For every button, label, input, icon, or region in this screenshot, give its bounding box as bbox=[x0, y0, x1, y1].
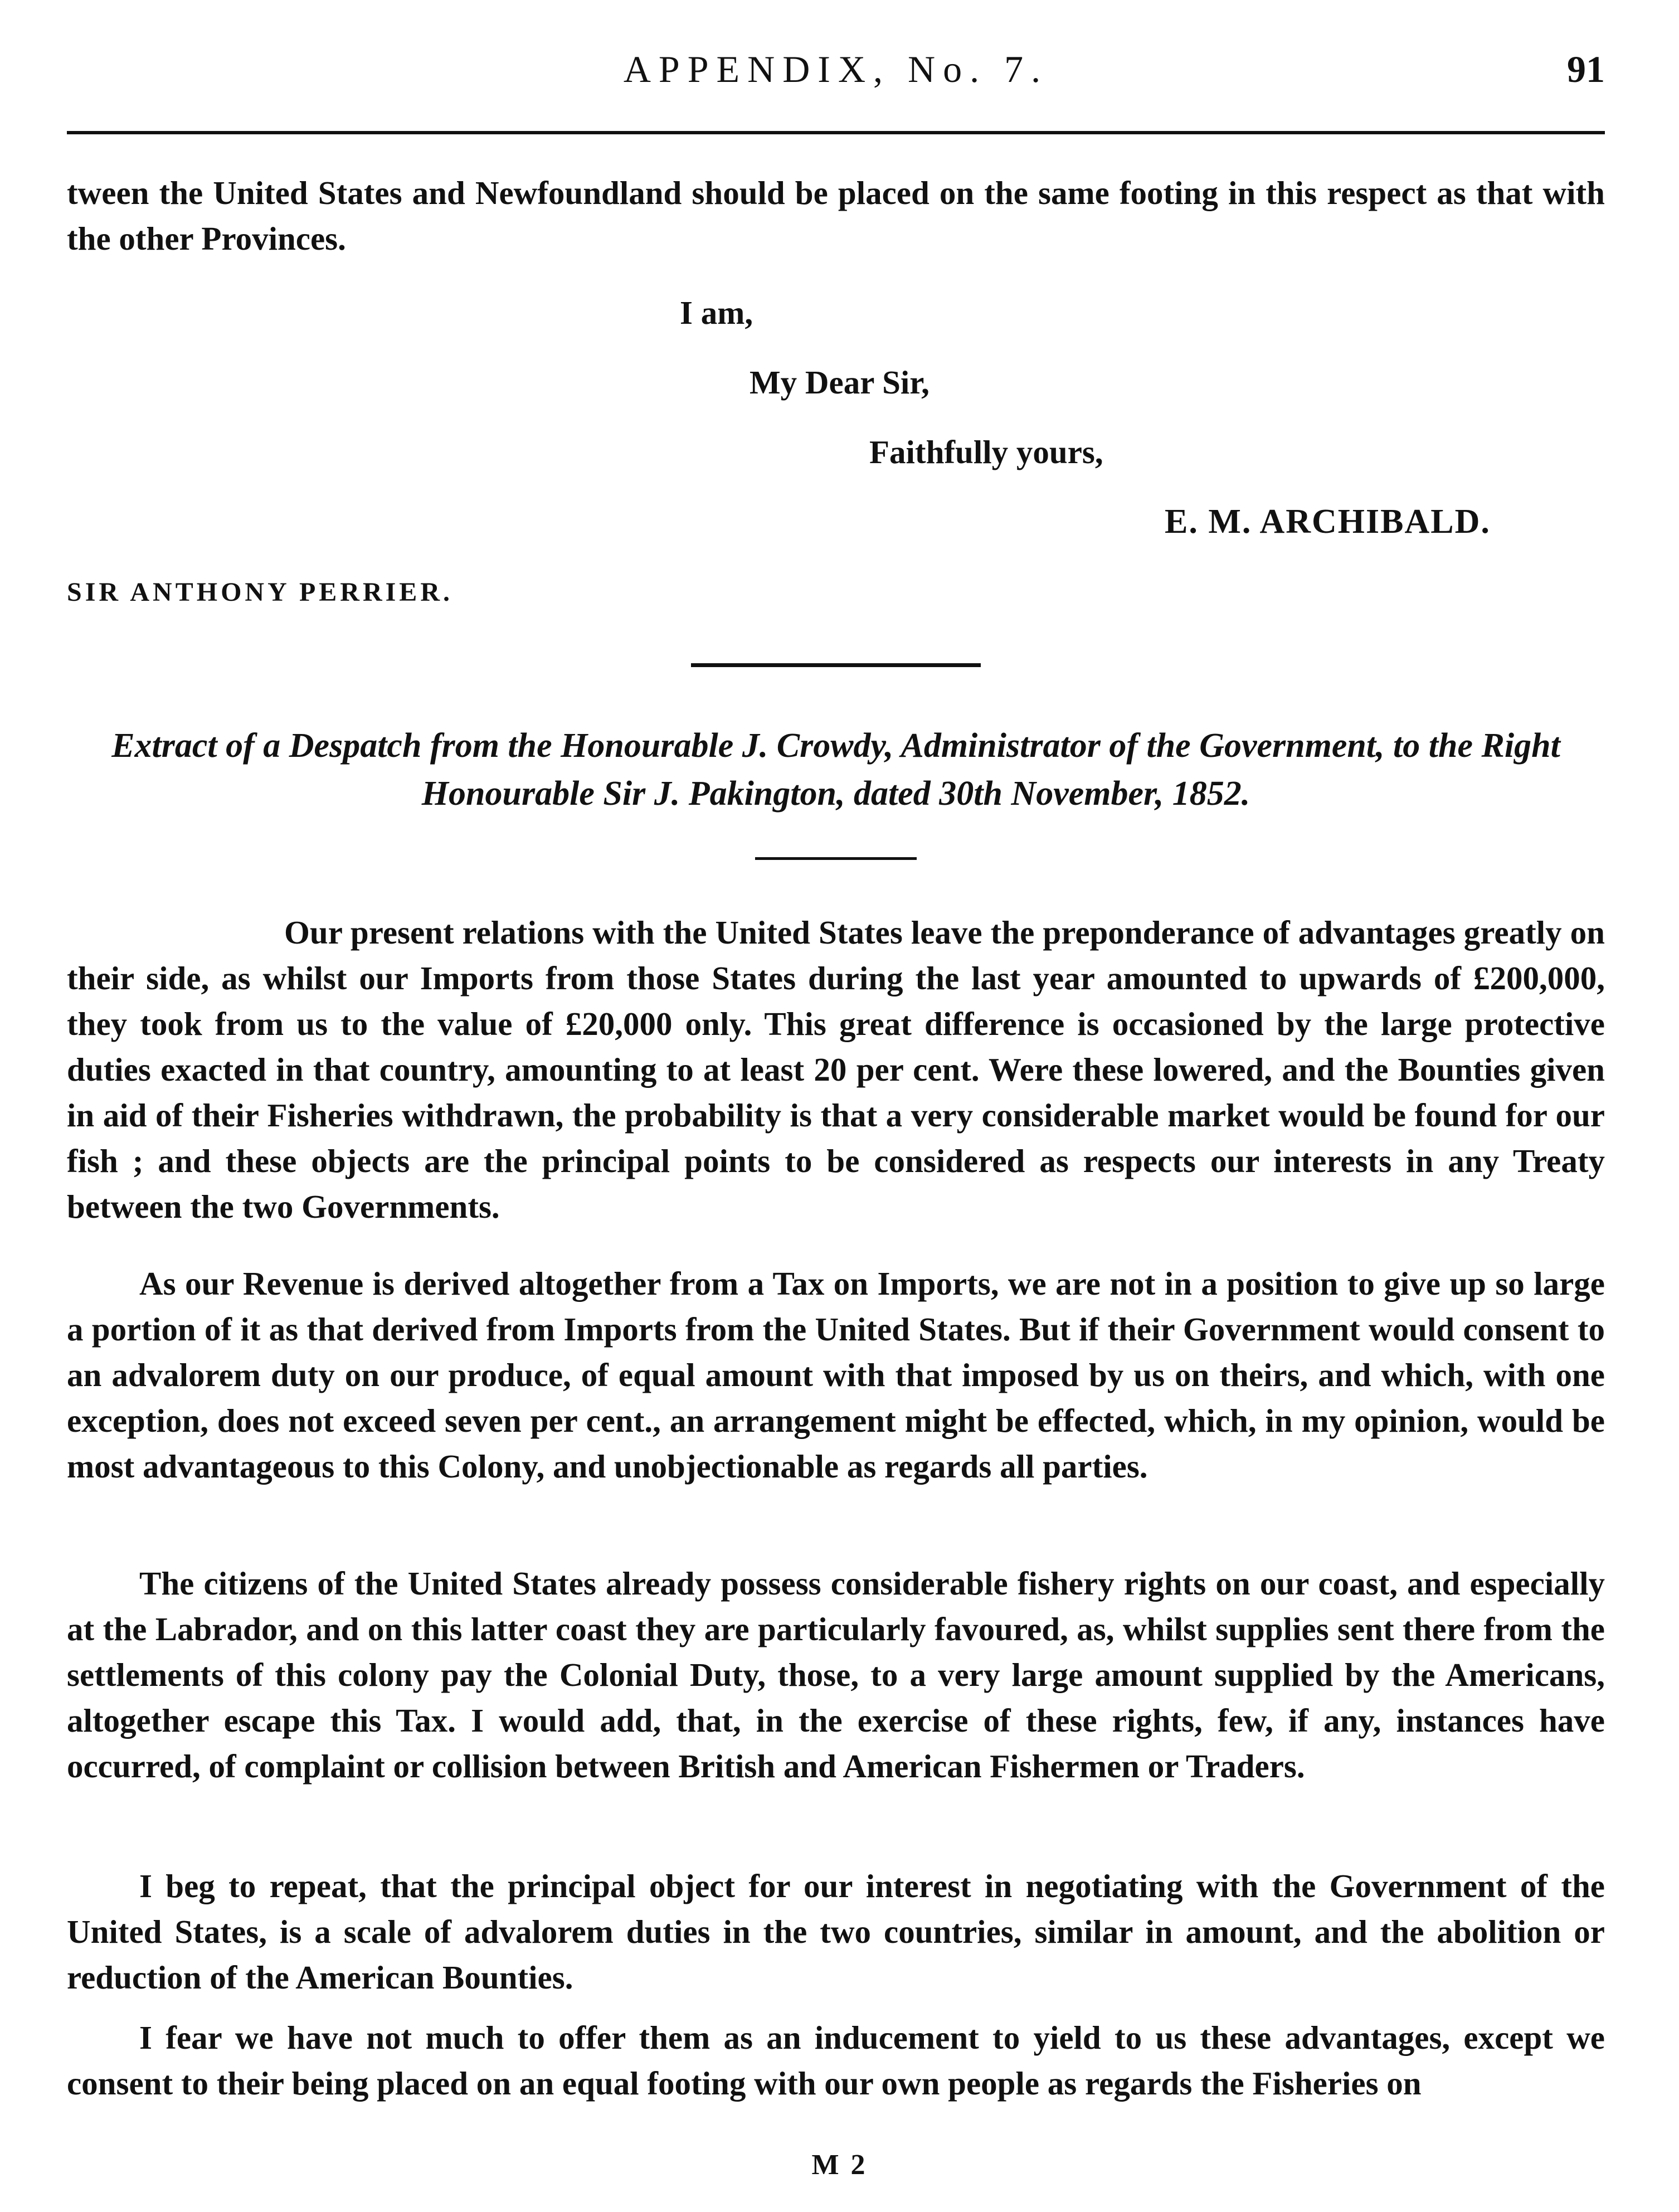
closing-line-1: I am, bbox=[680, 294, 753, 331]
paragraph: The citizens of the United States already possess considerable fishery rights on our coast, and especially at the Labrador, and on this latter coast they are particularly favoured, as, whilst supplies sent there from the settlements of this colony pay the Colonial Duty, those, to a very large amount supplied by the Americans, altogether escape this Tax. I would add, that, in the exercise of these rights, few, if any, instances have occurred, of complaint or collision between British and American Fishermen or Traders. bbox=[67, 1565, 1605, 1785]
paragraph: Our present relations with the United States leave the preponderance of advantages greatly on their side, as whilst our Imports from those States during the last year amounted to upwards of £200,000, they took from us to the value of £20,000 only. This great difference is occasioned by the large protective duties exacted in that country, amounting to at least 20 per cent. Were these lowered, and the Bounties given in aid of their Fisheries withdrawn, the probability is that a very considerable market would be found for our fish ; and these objects are the principal points to be considered as respects our interests in any Treaty between the two Governments. bbox=[67, 914, 1605, 1225]
paragraph: I beg to repeat, that the principal object for our interest in negotiating with the Government of the United States, is a scale of advalorem duties in the two countries, similar in amount, and the abolition or reduction of the American Bounties. bbox=[67, 1868, 1605, 1996]
closing-line-2: My Dear Sir, bbox=[750, 364, 929, 401]
page-header bbox=[67, 47, 1605, 98]
running-title: APPENDIX, No. 7. bbox=[623, 48, 1049, 90]
page-number: 91 bbox=[1567, 48, 1605, 90]
signature-mark: M 2 bbox=[811, 2149, 868, 2181]
addressee: SIR ANTHONY PERRIER. bbox=[67, 577, 453, 607]
header-rule bbox=[67, 131, 1605, 134]
closing-line-3: Faithfully yours, bbox=[869, 434, 1103, 470]
heading-divider bbox=[755, 857, 917, 860]
extract-heading: Extract of a Despatch from the Honourable J. Crowdy, Administrator of the Government, to the Right Honourable Sir J. Pakington, dated 30th November, 1852. bbox=[111, 727, 1560, 813]
paragraph: I fear we have not much to offer them as an inducement to yield to us these advantages, except we consent to their being placed on an equal footing with our own people as regards the Fisheries on bbox=[67, 2019, 1605, 2102]
signature: E. M. ARCHIBALD. bbox=[1165, 503, 1491, 541]
section-divider bbox=[691, 663, 981, 667]
paragraph: As our Revenue is derived altogether from a Tax on Imports, we are not in a position to give up so large a portion of it as that derived from Imports from the United States. But if their Government would consent to an advalorem duty on our produce, of equal amount with that imposed by us on theirs, and which, with one exception, does not exceed seven per cent., an arrangement might be effected, which, in my opinion, would be most advantageous to this Colony, and unobjectionable as regards all parties. bbox=[67, 1265, 1605, 1485]
continuation-paragraph: tween the United States and Newfoundland should be placed on the same footing in this respect as that with the other Provinces. bbox=[67, 174, 1605, 257]
